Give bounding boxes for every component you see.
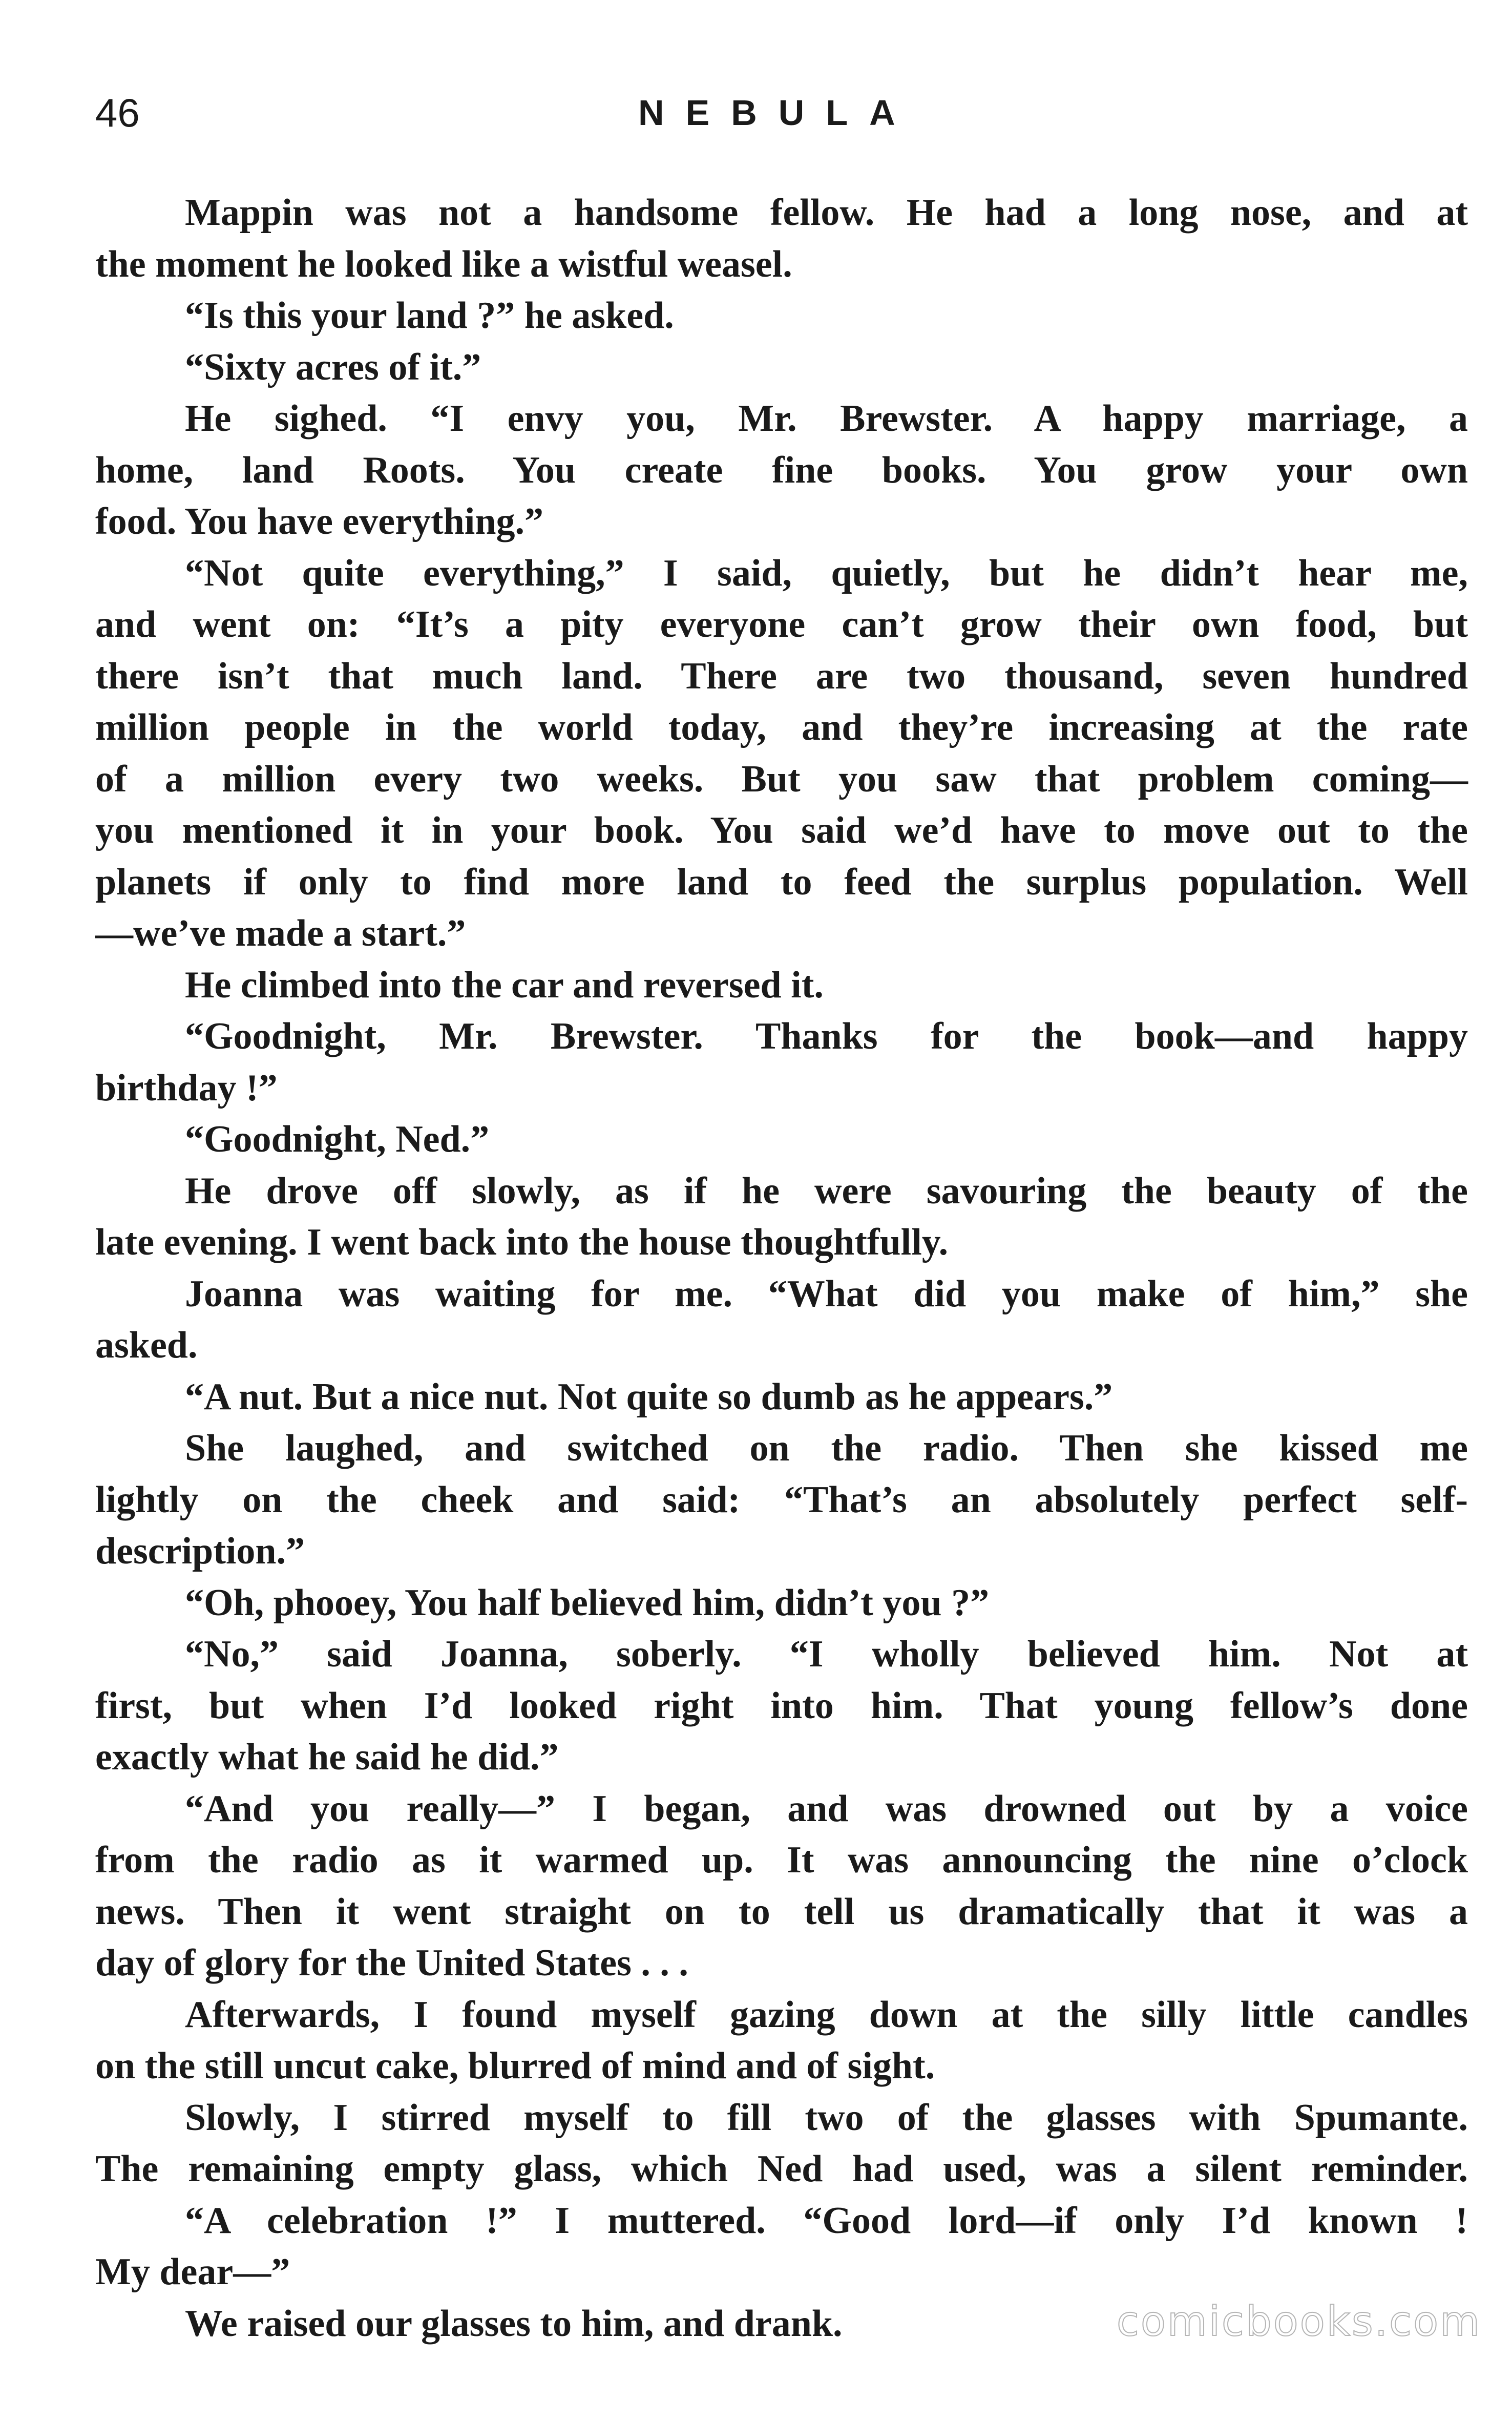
- text-line: Slowly, I stirred myself to fill two of the glasses with Spumante.: [185, 2096, 1468, 2139]
- page-header: [95, 82, 1468, 143]
- text-line: The remaining empty glass, which Ned had used, was a silent reminder.: [95, 2148, 1468, 2190]
- text-line: million people in the world today, and they’re increasing at the rate: [95, 706, 1468, 748]
- text-line: birthday !”: [95, 1067, 278, 1109]
- running-title: NEBULA: [638, 93, 917, 133]
- text-line: He drove off slowly, as if he were savouring the beauty of the: [185, 1170, 1468, 1212]
- text-line: food. You have everything.”: [95, 500, 543, 542]
- text-line: He sighed. “I envy you, Mr. Brewster. A happy marriage, a: [185, 398, 1468, 440]
- text-line: news. Then it went straight on to tell us dramatically that it was a: [95, 1890, 1468, 1933]
- text-line: “A celebration !” I muttered. “Good lord—if only I’d known !: [185, 2199, 1468, 2242]
- text-line: —we’ve made a start.”: [95, 912, 466, 954]
- watermark: comicbooks.com: [1116, 2298, 1481, 2345]
- text-line: of a million every two weeks. But you saw that problem coming—: [95, 758, 1468, 800]
- text-line: “Oh, phooey, You half believed him, didn’t you ?”: [185, 1581, 990, 1624]
- text-line: the moment he looked like a wistful weasel.: [95, 243, 792, 285]
- text-line: Mappin was not a handsome fellow. He had a long nose, and at: [185, 192, 1468, 234]
- text-line: planets if only to find more land to feed the surplus population. Well: [95, 861, 1468, 903]
- text-line: He climbed into the car and reversed it.: [185, 964, 824, 1006]
- page-number: 46: [95, 90, 140, 135]
- text-line: you mentioned it in your book. You said we’d have to move out to the: [95, 809, 1468, 851]
- text-line: home, land Roots. You create fine books. You grow your own: [95, 449, 1468, 491]
- text-line: first, but when I’d looked right into him. That young fellow’s done: [95, 1684, 1468, 1727]
- text-line: Joanna was waiting for me. “What did you make of him,” she: [185, 1272, 1468, 1315]
- text-line: and went on: “It’s a pity everyone can’t grow their own food, but: [95, 603, 1468, 645]
- text-line: late evening. I went back into the house thoughtfully.: [95, 1221, 949, 1263]
- text-line: “Not quite everything,” I said, quietly, but he didn’t hear me,: [185, 552, 1468, 594]
- text-line: “Goodnight, Mr. Brewster. Thanks for the book—and happy: [185, 1015, 1468, 1057]
- text-line: on the still uncut cake, blurred of mind and of sight.: [95, 2045, 935, 2087]
- text-line: “And you really—” I began, and was drowned out by a voice: [185, 1787, 1468, 1830]
- text-line: My dear—”: [95, 2251, 290, 2293]
- text-line: “No,” said Joanna, soberly. “I wholly believed him. Not at: [185, 1633, 1468, 1675]
- body-text: [95, 187, 1468, 2349]
- text-line: lightly on the cheek and said: “That’s an absolutely perfect self-: [95, 1478, 1468, 1521]
- text-line: “Goodnight, Ned.”: [185, 1118, 490, 1160]
- text-line: “Sixty acres of it.”: [185, 346, 481, 388]
- text-line: day of glory for the United States . . .: [95, 1942, 688, 1984]
- text-line: from the radio as it warmed up. It was announcing the nine o’clock: [95, 1839, 1468, 1881]
- text-line: asked.: [95, 1324, 198, 1366]
- text-line: “A nut. But a nice nut. Not quite so dumb as he appears.”: [185, 1375, 1113, 1418]
- text-line: exactly what he said he did.”: [95, 1736, 559, 1778]
- text-line: We raised our glasses to him, and drank.: [185, 2302, 843, 2345]
- text-line: She laughed, and switched on the radio. Then she kissed me: [185, 1427, 1468, 1469]
- text-line: description.”: [95, 1530, 305, 1572]
- text-line: “Is this your land ?” he asked.: [185, 295, 674, 337]
- text-line: Afterwards, I found myself gazing down at the silly little candles: [185, 1993, 1468, 2036]
- text-line: there isn’t that much land. There are two thousand, seven hundred: [95, 655, 1468, 697]
